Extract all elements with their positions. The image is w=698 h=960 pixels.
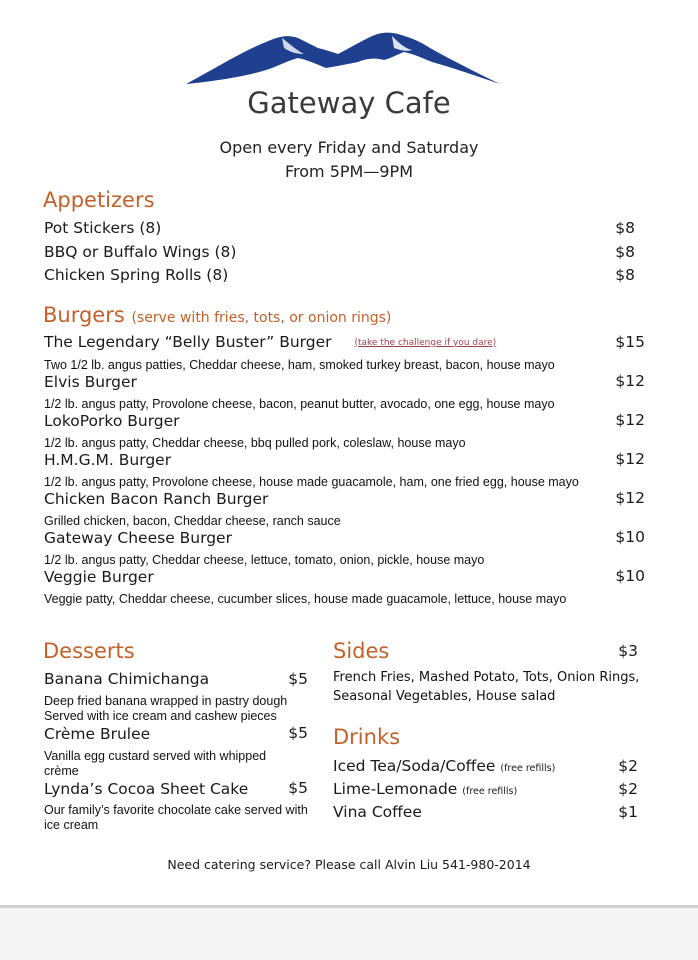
menu-item-price: $12: [615, 411, 645, 429]
drink-item-price: $2: [618, 780, 638, 798]
menu-item-desc: Our family’s favorite chocolate cake served with ice cream: [44, 803, 308, 832]
sides-price: $3: [618, 642, 638, 660]
drink-item-name: Lime-Lemonade: [333, 780, 458, 798]
menu-item-name: H.M.G.M. Burger: [44, 451, 172, 469]
menu-item-price: $5: [288, 724, 308, 742]
menu-item-price: $8: [615, 243, 635, 261]
drink-item-note: (free refills): [500, 763, 556, 774]
menu-item-desc: Veggie patty, Cheddar cheese, cucumber slices, house made guacamole, lettuce, house mayo: [44, 592, 567, 606]
drink-item-name: Iced Tea/Soda/Coffee: [333, 757, 496, 775]
desserts-heading: Desserts: [43, 639, 135, 663]
menu-item-price: $15: [615, 333, 645, 351]
catering-footer: Need catering service? Please call Alvin Liu 541-980-2014: [167, 857, 531, 872]
menu-item-price: $12: [615, 489, 645, 507]
mountain-logo-icon: [186, 28, 500, 88]
drink-item-row: [333, 803, 422, 821]
menu-item-desc: 1/2 lb. angus patty, Cheddar cheese, bbq pulled pork, coleslaw, house mayo: [44, 436, 466, 450]
menu-item-price: $10: [615, 567, 645, 585]
page-edge-divider: [0, 905, 698, 908]
menu-item-name: LokoPorko Burger: [44, 412, 180, 430]
menu-item-price: $5: [288, 670, 308, 688]
menu-item-name: Elvis Burger: [44, 373, 137, 391]
drink-item-name: Vina Coffee: [333, 803, 422, 821]
menu-item-name: Chicken Bacon Ranch Burger: [44, 490, 269, 508]
menu-item-desc: Grilled chicken, bacon, Cheddar cheese, ranch sauce: [44, 514, 341, 528]
menu-item-name: BBQ or Buffalo Wings (8): [44, 243, 237, 261]
sides-desc: French Fries, Mashed Potato, Tots, Onion Rings, Seasonal Vegetables, House salad: [333, 670, 640, 704]
menu-item-name: Chicken Spring Rolls (8): [44, 266, 229, 284]
page-title: Gateway Cafe: [247, 86, 451, 120]
challenge-note: (take the challenge if you dare): [354, 337, 497, 348]
drink-item-note: (free refills): [462, 786, 518, 797]
menu-item-name: Gateway Cheese Burger: [44, 529, 232, 547]
menu-item-desc: Deep fried banana wrapped in pastry dough Served with ice cream and cashew pieces: [44, 694, 288, 723]
menu-item-name: Crème Brulee: [44, 725, 151, 743]
menu-item-price: $8: [615, 219, 635, 237]
menu-item-name: The Legendary “Belly Buster” Burger: [44, 333, 332, 351]
menu-item-name: Pot Stickers (8): [44, 219, 162, 237]
drinks-heading: Drinks: [333, 725, 401, 749]
burgers-heading: [43, 303, 391, 327]
menu-item-desc: 1/2 lb. angus patty, Provolone cheese, house made guacamole, ham, one fried egg, house mayo: [44, 475, 579, 489]
drink-item-price: $2: [618, 757, 638, 775]
menu-item-row: [44, 333, 496, 351]
burgers-heading-note: (serve with fries, tots, or onion rings): [131, 310, 392, 326]
menu-item-name: Banana Chimichanga: [44, 670, 210, 688]
menu-item-desc: 1/2 lb. angus patty, Provolone cheese, bacon, peanut butter, avocado, one egg, house mayo: [44, 397, 555, 411]
hours-line-1: Open every Friday and Saturday: [219, 138, 479, 157]
menu-item-price: $12: [615, 372, 645, 390]
drink-item-row: [333, 757, 555, 775]
menu-item-desc: Two 1/2 lb. angus patties, Cheddar cheese, ham, smoked turkey breast, bacon, house mayo: [44, 358, 555, 372]
menu-item-price: $10: [615, 528, 645, 546]
drink-item-row: [333, 780, 517, 798]
sides-heading: Sides: [333, 639, 390, 663]
menu-item-desc: Vanilla egg custard served with whipped crème: [44, 749, 267, 778]
burgers-heading-text: Burgers: [43, 303, 125, 327]
drink-item-price: $1: [618, 803, 638, 821]
menu-item-name: Veggie Burger: [44, 568, 154, 586]
menu-item-price: $8: [615, 266, 635, 284]
menu-item-price: $12: [615, 450, 645, 468]
appetizers-heading: Appetizers: [43, 188, 155, 212]
menu-item-name: Lynda’s Cocoa Sheet Cake: [44, 780, 249, 798]
hours-line-2: From 5PM—9PM: [285, 162, 413, 181]
menu-item-price: $5: [288, 779, 308, 797]
menu-item-desc: 1/2 lb. angus patty, Cheddar cheese, lettuce, tomato, onion, pickle, house mayo: [44, 553, 485, 567]
